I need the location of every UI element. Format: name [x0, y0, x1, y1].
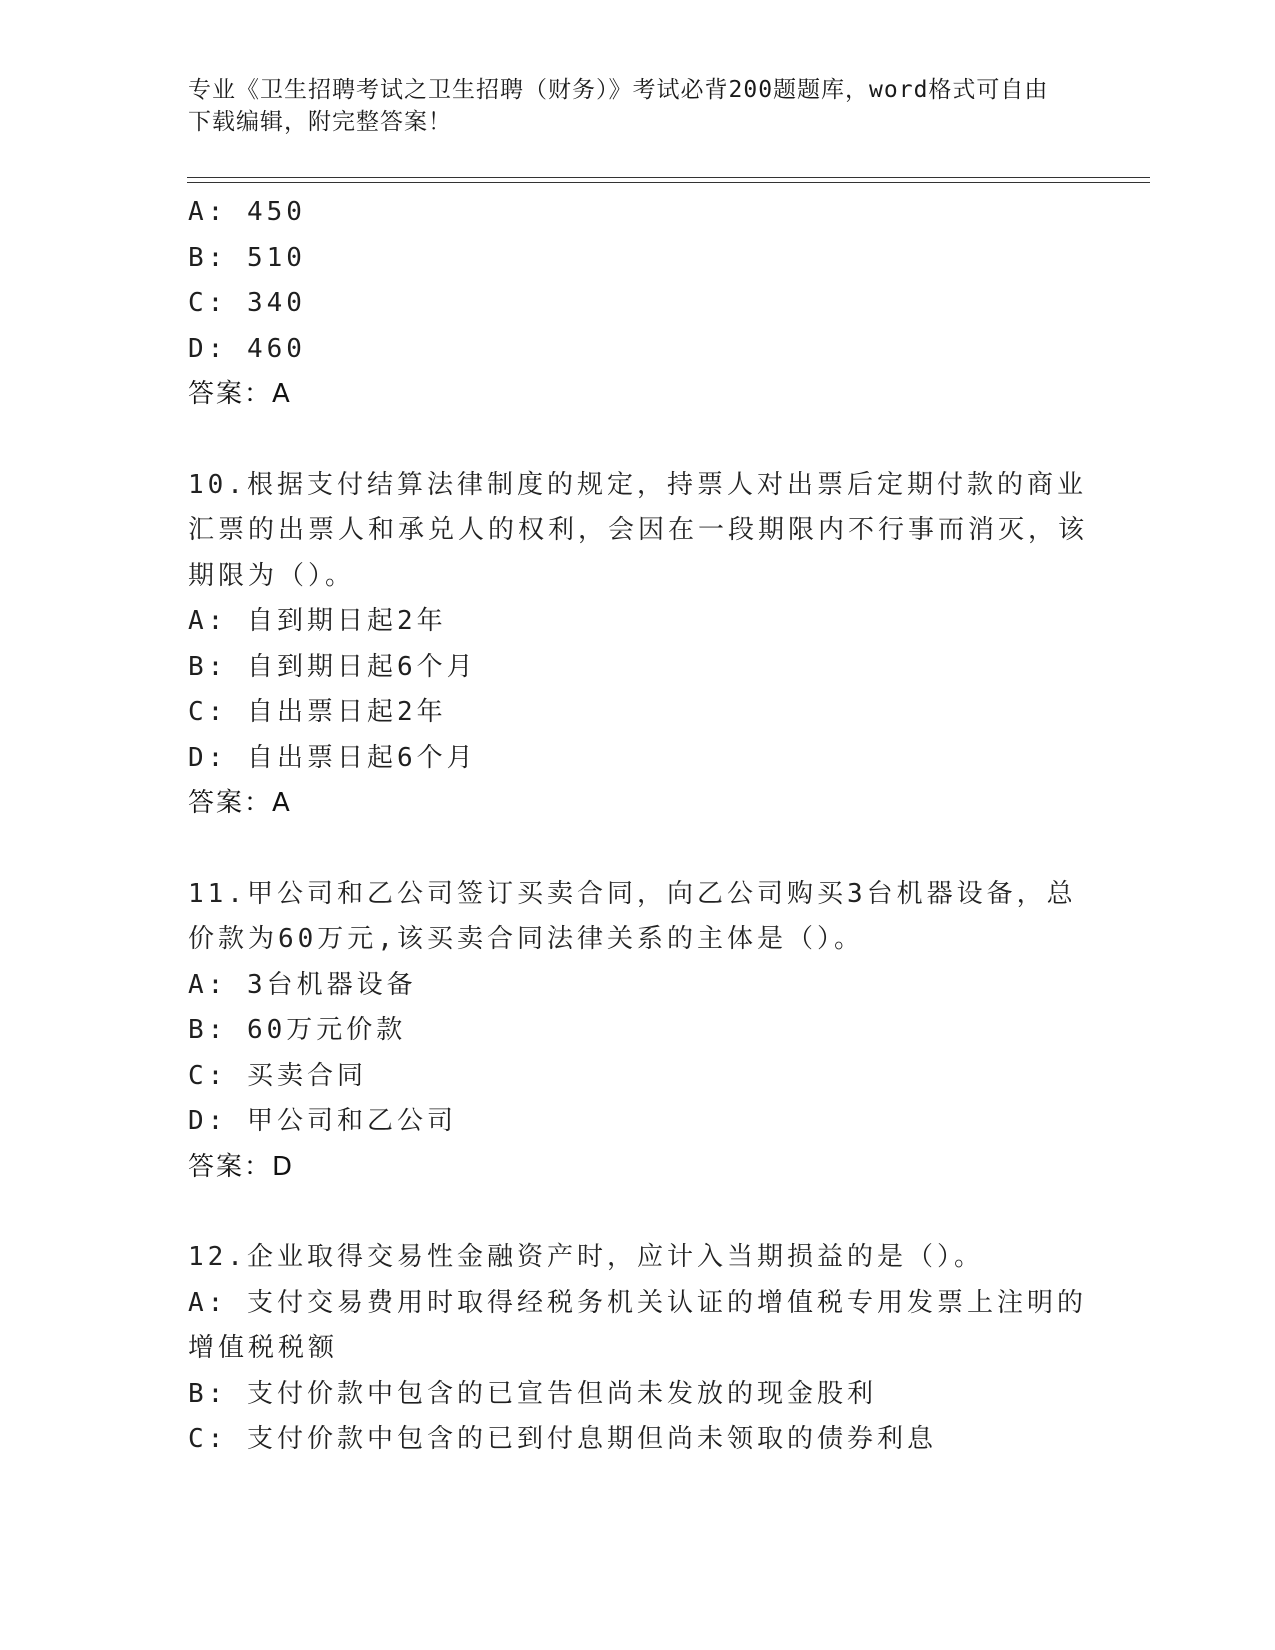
option-text: 自出票日起6个月: [246, 742, 477, 773]
option-text: 自到期日起2年: [246, 606, 447, 636]
option-b: [188, 1008, 1088, 1054]
option-letter: D:: [188, 1106, 228, 1136]
option-letter: A:: [188, 197, 228, 227]
question-stem: 12.企业取得交易性金融资产时，应计入当期损益的是（）。: [188, 1242, 984, 1272]
answer-line: 答案：A: [188, 788, 292, 818]
option-letter: D:: [188, 333, 228, 364]
option-c: [188, 1054, 1088, 1100]
option-letter: C:: [188, 697, 228, 727]
option-letter: B:: [188, 651, 228, 682]
option-letter: A:: [188, 606, 228, 636]
option-c: [188, 1417, 1088, 1463]
option-text: 340: [246, 288, 306, 318]
option-d: [188, 327, 1088, 373]
question-stem: 10.根据支付结算法律制度的规定，持票人对出票后定期付款的商业汇票的出票人和承兑人的权利，会因在一段期限内不行事而消灭，该期限为（）。: [188, 469, 1089, 591]
option-c: [188, 281, 1088, 327]
option-text: 450: [246, 197, 306, 227]
spacer: [188, 418, 1088, 463]
option-a: [188, 190, 1088, 236]
option-d: [188, 736, 1088, 782]
option-a: [188, 963, 1088, 1009]
option-b: [188, 645, 1088, 691]
option-letter: A:: [188, 969, 228, 1000]
spacer: [188, 1190, 1088, 1235]
question-9-tail: [188, 190, 1088, 418]
option-letter: C:: [188, 288, 228, 318]
option-text: 买卖合同: [246, 1060, 367, 1091]
option-text: 60万元价款: [246, 1015, 407, 1045]
option-text: 支付交易费用时取得经税务机关认证的增值税专用发票上注明的增值税税额: [188, 1287, 1087, 1363]
option-text: 510: [246, 242, 306, 273]
option-letter: C:: [188, 1424, 228, 1454]
option-text: 自出票日起2年: [246, 697, 447, 727]
question-12: [188, 1235, 1088, 1463]
option-letter: A:: [188, 1287, 228, 1318]
answer-line: 答案：D: [188, 1151, 295, 1182]
option-c: [188, 690, 1088, 736]
question-10: [188, 463, 1088, 827]
option-text: 支付价款中包含的已到付息期但尚未领取的债券利息: [246, 1424, 937, 1454]
answer-line: 答案：A: [188, 379, 292, 409]
option-a: [188, 1281, 1088, 1372]
question-11: [188, 872, 1088, 1191]
document-header: 专业《卫生招聘考试之卫生招聘（财务）》考试必背200题题库，word格式可自由下载编辑，附完整答案！: [188, 77, 1049, 135]
option-text: 甲公司和乙公司: [246, 1106, 457, 1136]
option-text: 自到期日起6个月: [246, 651, 477, 682]
option-letter: B:: [188, 242, 228, 273]
option-a: [188, 599, 1088, 645]
option-letter: B:: [188, 1015, 228, 1045]
question-stem: 11.甲公司和乙公司签订买卖合同，向乙公司购买3台机器设备，总价款为60万元,该买卖合同法律关系的主体是（）。: [188, 878, 1077, 954]
header-rule-top: [187, 177, 1150, 178]
option-text: 支付价款中包含的已宣告但尚未发放的现金股利: [246, 1378, 877, 1409]
option-b: [188, 236, 1088, 282]
option-letter: C:: [188, 1060, 228, 1091]
option-d: [188, 1099, 1088, 1145]
header-rule-bottom: [187, 182, 1150, 183]
option-letter: D:: [188, 742, 228, 773]
option-letter: B:: [188, 1378, 228, 1409]
option-text: 3台机器设备: [246, 969, 417, 1000]
spacer: [188, 827, 1088, 872]
document-body: [188, 190, 1088, 1463]
option-b: [188, 1372, 1088, 1418]
option-text: 460: [246, 333, 306, 364]
